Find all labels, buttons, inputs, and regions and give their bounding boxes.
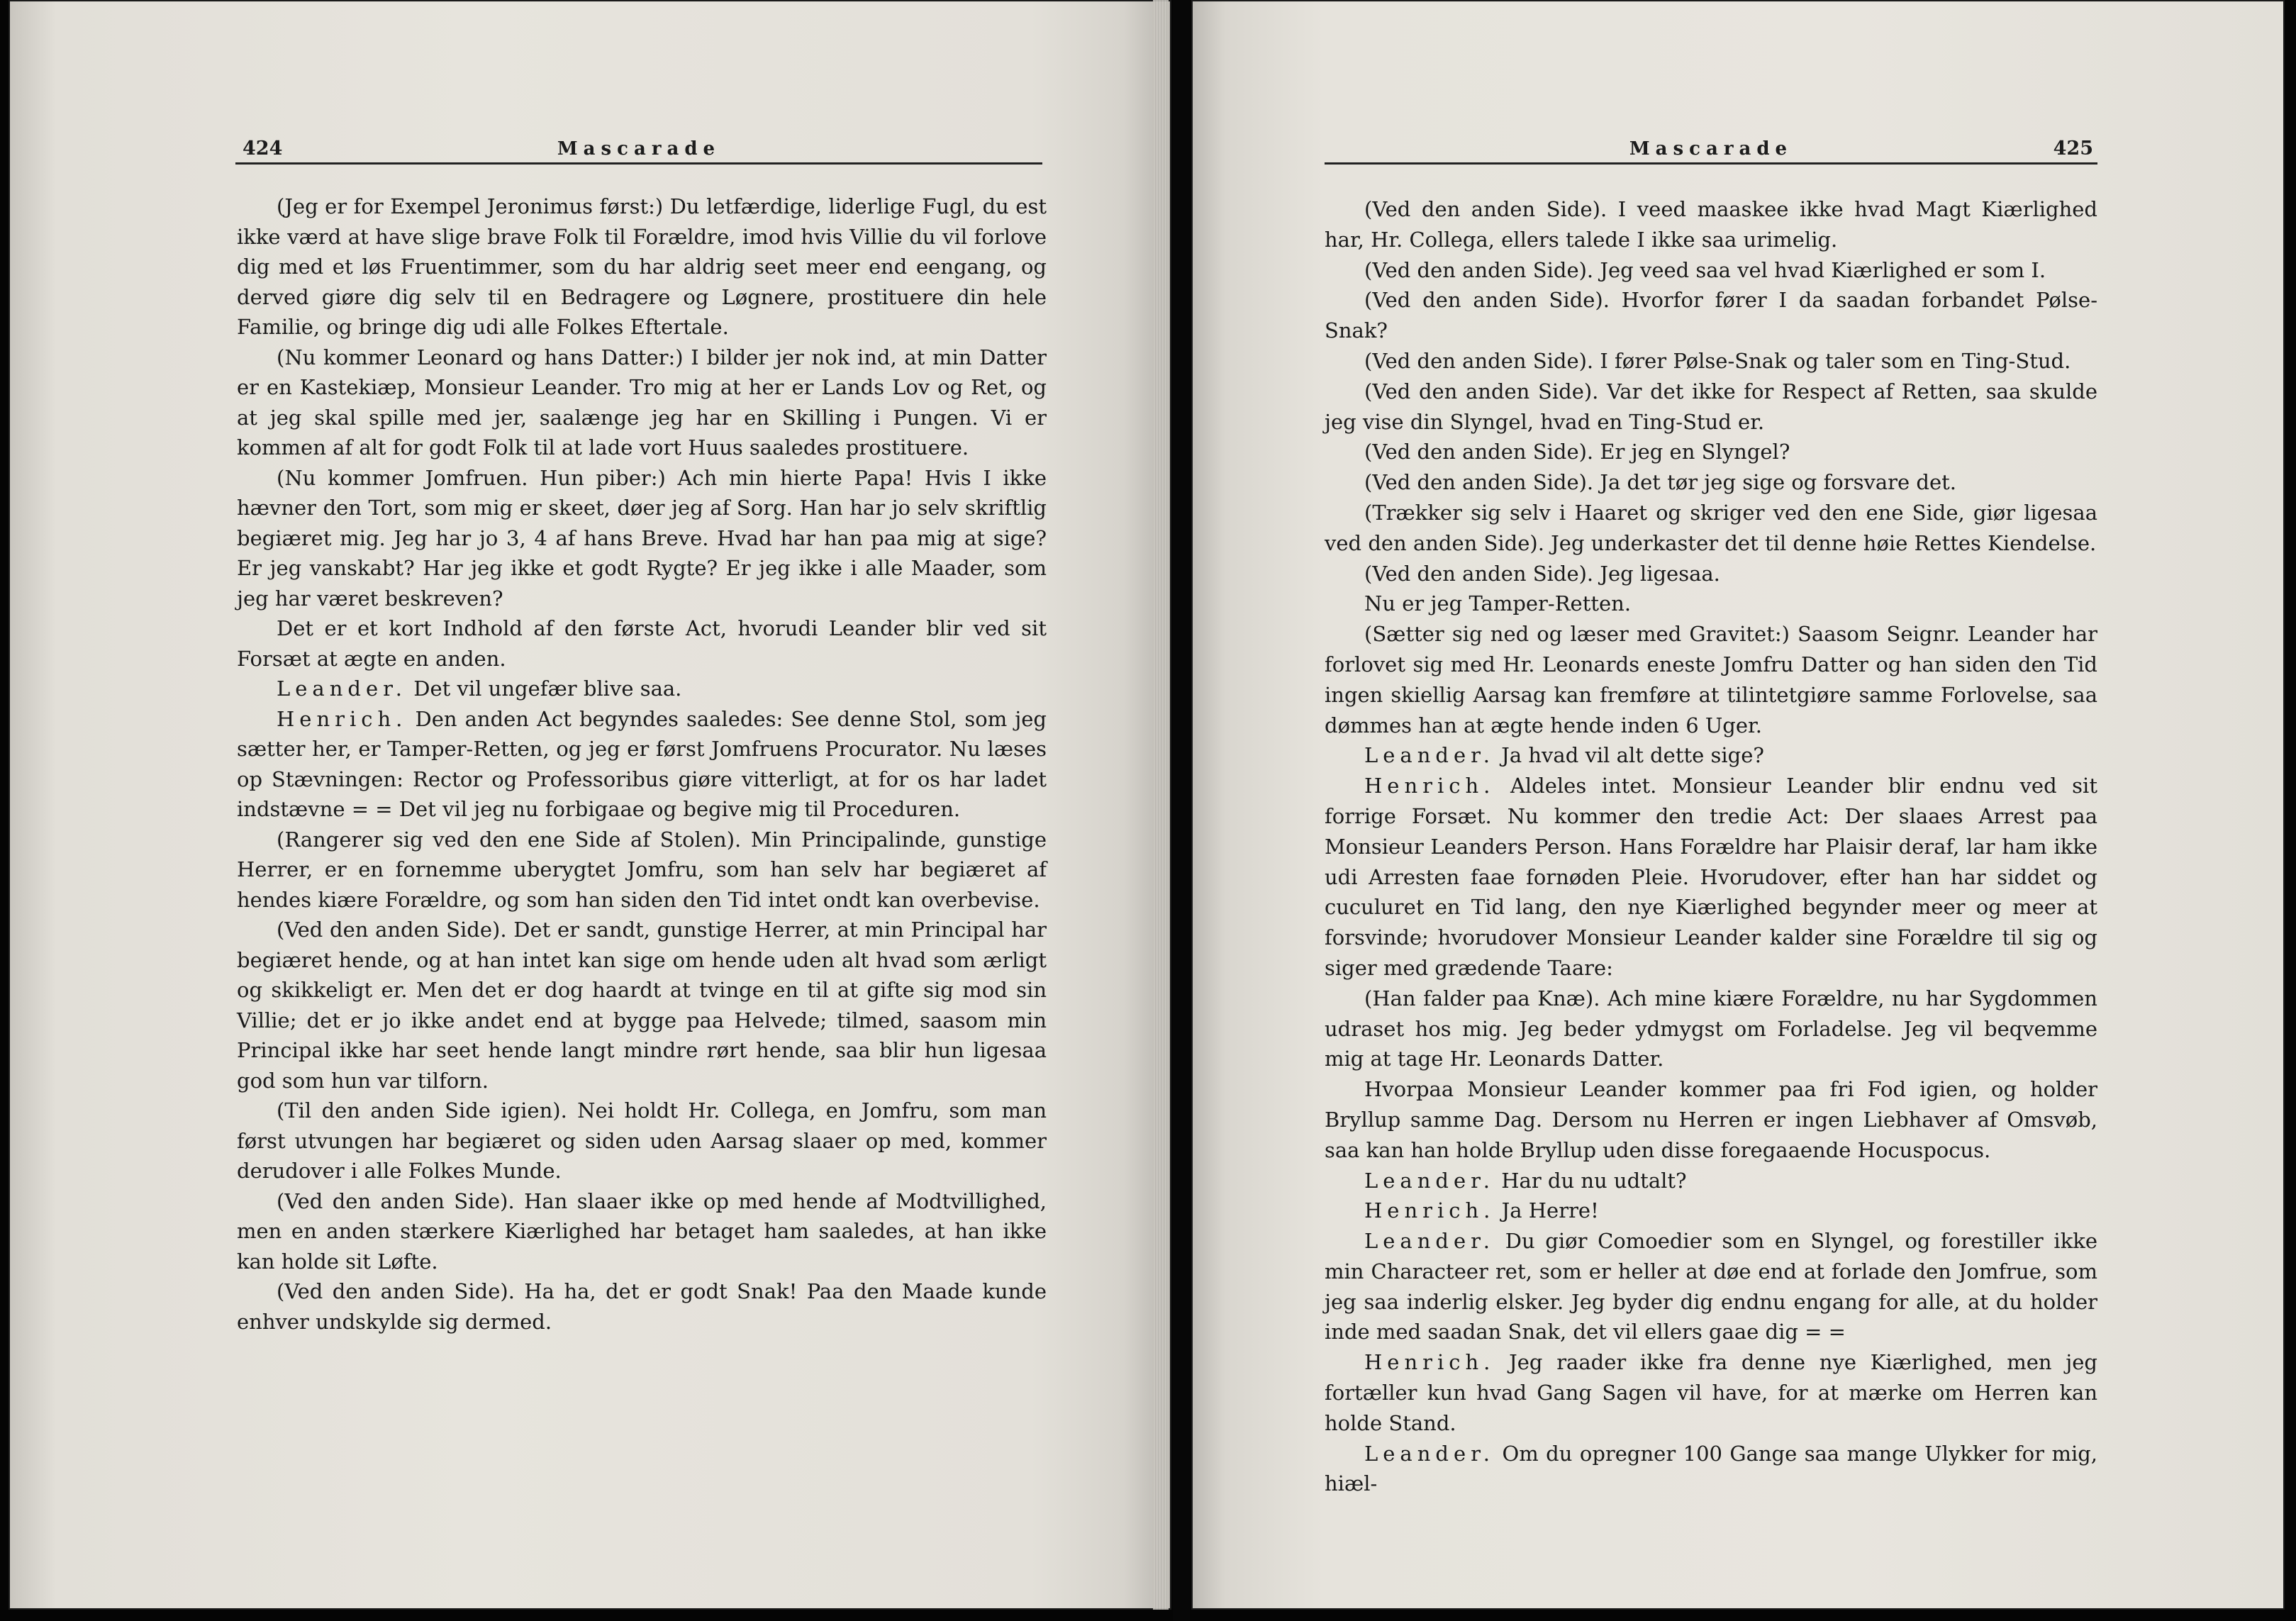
paragraph-text: (Til den anden Side igien). Nei holdt Hr. Collega, en Jomfru, som man først utvungen har begiæret og siden uden Aarsag slaaer op med, kommer derudover i alle Folkes Munde.	[237, 1098, 1047, 1183]
speaker-name: Henrich.	[277, 706, 408, 731]
paragraph	[1325, 437, 2097, 467]
paragraph	[237, 704, 1047, 825]
paragraph-text: Du giør Comoedier som en Slyngel, og forestiller ikke min Characteer ret, som er heller at døe end at forlade den Jomfrue, som jeg saa inderlig elsker. Jeg byder dig endnu engang for alle, at du holder inde med saadan Snak, det vil ellers gaae dig = =	[1325, 1229, 2098, 1344]
paragraph-text: (Ved den anden Side). Hvorfor fører I da saadan forbandet Pølse-Snak?	[1325, 288, 2097, 343]
paragraph	[237, 1096, 1047, 1186]
paragraph	[1325, 771, 2097, 984]
page-number: 424	[243, 138, 283, 160]
paragraph	[1325, 619, 2097, 740]
paragraph	[1325, 1196, 2097, 1226]
paragraph-text: (Ved den anden Side). I fører Pølse-Snak og taler som en Ting-Stud.	[1364, 348, 2071, 373]
paragraph	[237, 825, 1047, 915]
speaker-name: Henrich.	[1364, 774, 1495, 798]
paragraph	[237, 342, 1047, 463]
paragraph	[1325, 589, 2097, 619]
body-text	[237, 191, 1047, 1337]
paragraph-text: (Nu kommer Jomfruen. Hun piber:) Ach min hierte Papa! Hvis I ikke hævner den Tort, som mig er skeet, døer jeg af Sorg. Han har jo selv skriftlig begiæret mig. Jeg har jo 3, 4 af hans Breve. Hvad har han paa mig at sige? Er jeg vanskabt? Har jeg ikke et godt Rygte? Er jeg ikke i alle Maader, som jeg har været beskreven?	[237, 465, 1047, 611]
paragraph	[1325, 1166, 2097, 1196]
paragraph	[1325, 467, 2097, 498]
speaker-name: Henrich.	[1364, 1350, 1495, 1375]
speaker-name: Leander.	[1364, 1229, 1495, 1254]
left-page	[9, 0, 1171, 1610]
paragraph-text: (Ved den anden Side). Var det ikke for Respect af Retten, saa skulde jeg vise din Slyngel, hvad en Ting-Stud er.	[1325, 379, 2097, 434]
paragraph	[237, 915, 1047, 1096]
paragraph-text: Jeg raader ikke fra denne nye Kiærlighed, men jeg fortæller kun hvad Gang Sagen vil have, for at mærke om Herren kan holde Stand.	[1325, 1350, 2097, 1435]
speaker-name: Henrich.	[1364, 1198, 1495, 1223]
paragraph-text: (Sætter sig ned og læser med Gravitet:) Saasom Seignr. Leander har forlovet sig med Hr. Leonards eneste Jomfru Datter og han siden den Tid ingen skiellig Aarsag kan fremføre at tilintetgiøre samme Forlovelse, saa dømmes han at ægte hende inden 6 Uger.	[1325, 622, 2097, 737]
paragraph	[1325, 346, 2097, 377]
paragraph-text: (Jeg er for Exempel Jeronimus først:) Du letfærdige, liderlige Fugl, du est ikke værd at have slige brave Folk til Forældre, imod hvis Villie du vil forlove dig med et løs Fruentimmer, som du har aldrig seet meer end eengang, og derved giøre dig selv til en Bedragere og Løgnere, prostituere din hele Familie, og bringe dig udi alle Folkes Eftertale.	[237, 194, 1047, 339]
paragraph-text: (Ved den anden Side). Jeg ligesaa.	[1364, 561, 1720, 586]
paragraph-text: (Han falder paa Knæ). Ach mine kiære Forældre, nu har Sygdommen udraset hos mig. Jeg beder ydmygst om Forladelse. Jeg vil beqvemme mig at tage Hr. Leonards Datter.	[1325, 986, 2097, 1071]
paragraph-text: (Ved den anden Side). Jeg veed saa vel hvad Kiærlighed er som I.	[1364, 257, 2046, 282]
paragraph	[1325, 1226, 2097, 1347]
paragraph	[237, 1186, 1047, 1277]
page-edges	[1153, 0, 1169, 1610]
paragraph-text: Hvorpaa Monsieur Leander kommer paa fri Fod igien, og holder Bryllup samme Dag. Dersom nu Herren er ingen Liebhaver af Omsvøb, saa kan han holde Bryllup uden disse foregaaende Hocuspocus.	[1325, 1077, 2097, 1162]
paragraph	[1325, 285, 2097, 346]
speaker-name: Leander.	[1364, 1441, 1495, 1466]
paragraph-text: (Ved den anden Side). Han slaaer ikke op med hende af Modtvillighed, men en anden stærkere Kiærlighed har betaget ham saaledes, at han ikke kan holde sit Løfte.	[237, 1188, 1047, 1274]
paragraph	[237, 674, 1047, 704]
paragraph	[1325, 559, 2097, 589]
running-head	[235, 136, 1042, 165]
paragraph	[1325, 498, 2097, 559]
paragraph-text: Det er et kort Indhold af den første Act, hvorudi Leander blir ved sit Forsæt at ægte en anden.	[237, 616, 1047, 671]
paragraph-text: Har du nu udtalt?	[1501, 1168, 1687, 1193]
paragraph-text: (Ved den anden Side). I veed maaskee ikke hvad Magt Kiærlighed har, Hr. Collega, ellers talede I ikke saa urimelig.	[1325, 197, 2097, 252]
speaker-name: Leander.	[1364, 1168, 1495, 1193]
paragraph-text: (Trækker sig selv i Haaret og skriger ved den ene Side, giør ligesaa ved den anden Side). Jeg underkaster det til denne høie Rettes Kiendelse.	[1325, 500, 2097, 555]
paragraph-text: Ja hvad vil alt dette sige?	[1501, 743, 1764, 768]
paragraph-text: (Ved den anden Side). Er jeg en Slyngel?	[1364, 440, 1790, 464]
speaker-name: Leander.	[277, 676, 408, 701]
paragraph-text: Ja Herre!	[1501, 1198, 1599, 1223]
paragraph-text: (Ved den anden Side). Det er sandt, gunstige Herrer, at min Principal har begiæret hende, og at han intet kan sige om hende uden alt hvad som ærligt og skikkeligt er. Men det er dog haardt at tvinge en til at gifte sig mod sin Villie; det er jo ikke andet end at bygge paa Helvede; tilmed, saasom min Principal ikke har seet hende langt mindre rørt hende, saa blir hun ligesaa god som hun var tilforn.	[237, 918, 1047, 1093]
paragraph-text: (Nu kommer Leonard og hans Datter:) I bilder jer nok ind, at min Datter er en Kastekiæp, Monsieur Leander. Tro mig at her er Lands Lov og Ret, og at jeg skal spille med jer, saalænge jeg har en Skilling i Pungen. Vi er kommen af alt for godt Folk til at lade vort Huus saaledes prostituere.	[237, 345, 1047, 459]
paragraph-text: Nu er jeg Tamper-Retten.	[1364, 591, 1632, 616]
running-title: Mascarade	[1629, 138, 1793, 160]
paragraph	[1325, 1074, 2097, 1165]
page-number: 425	[2053, 138, 2093, 160]
paragraph	[237, 463, 1047, 614]
paragraph	[237, 1276, 1047, 1337]
paragraph	[1325, 377, 2097, 438]
running-head	[1325, 136, 2097, 165]
paragraph-text: Det vil ungefær blive saa.	[413, 676, 682, 701]
running-title: Mascarade	[557, 138, 721, 160]
book-gutter	[1173, 0, 1190, 1621]
paragraph	[1325, 740, 2097, 771]
paragraph-text: Om du opregner 100 Gange saa mange Ulykker for mig, hiæl-	[1325, 1441, 2098, 1496]
paragraph-text: Den anden Act begyndes saaledes: See denne Stol, som jeg sætter her, er Tamper-Retten, og jeg er først Jomfruens Procurator. Nu læses op Stævningen: Rector og Professoribus giøre vitterligt, at for os har ladet indstævne = = Det vil jeg nu forbigaae og begive mig til Proceduren.	[237, 706, 1047, 821]
paragraph	[237, 191, 1047, 342]
paragraph	[1325, 1347, 2097, 1438]
right-page	[1191, 0, 2285, 1610]
paragraph-text: Aldeles intet. Monsieur Leander blir endnu ved sit forrige Forsæt. Nu kommer den tredie Act: Der slaaes Arrest paa Monsieur Leanders Person. Hans Forældre har Plaisir deraf, lar ham ikke udi Arresten faae fornøden Pleie. Hvorudover, efter han har siddet og cuculuret en Tid lang, den nye Kiærlighed begynder meer og meer at forsvinde; hvorudover Monsieur Leander kalder sine Forældre til sig og siger med grædende Taare:	[1325, 774, 2097, 980]
paragraph	[1325, 194, 2097, 255]
paragraph	[1325, 1439, 2097, 1500]
paragraph	[1325, 984, 2097, 1074]
paragraph	[237, 613, 1047, 674]
paragraph	[1325, 255, 2097, 286]
paragraph-text: (Ved den anden Side). Ja det tør jeg sige og forsvare det.	[1364, 470, 1957, 495]
paragraph-text: (Rangerer sig ved den ene Side af Stolen). Min Principalinde, gunstige Herrer, er en fornemme uberygtet Jomfru, som han selv har begiæret af hendes kiære Forældre, og som han siden den Tid intet ondt kan overbevise.	[237, 827, 1047, 912]
body-text	[1325, 194, 2097, 1499]
paragraph-text: (Ved den anden Side). Ha ha, det er godt Snak! Paa den Maade kunde enhver undskylde sig dermed.	[237, 1279, 1047, 1334]
speaker-name: Leander.	[1364, 743, 1495, 768]
